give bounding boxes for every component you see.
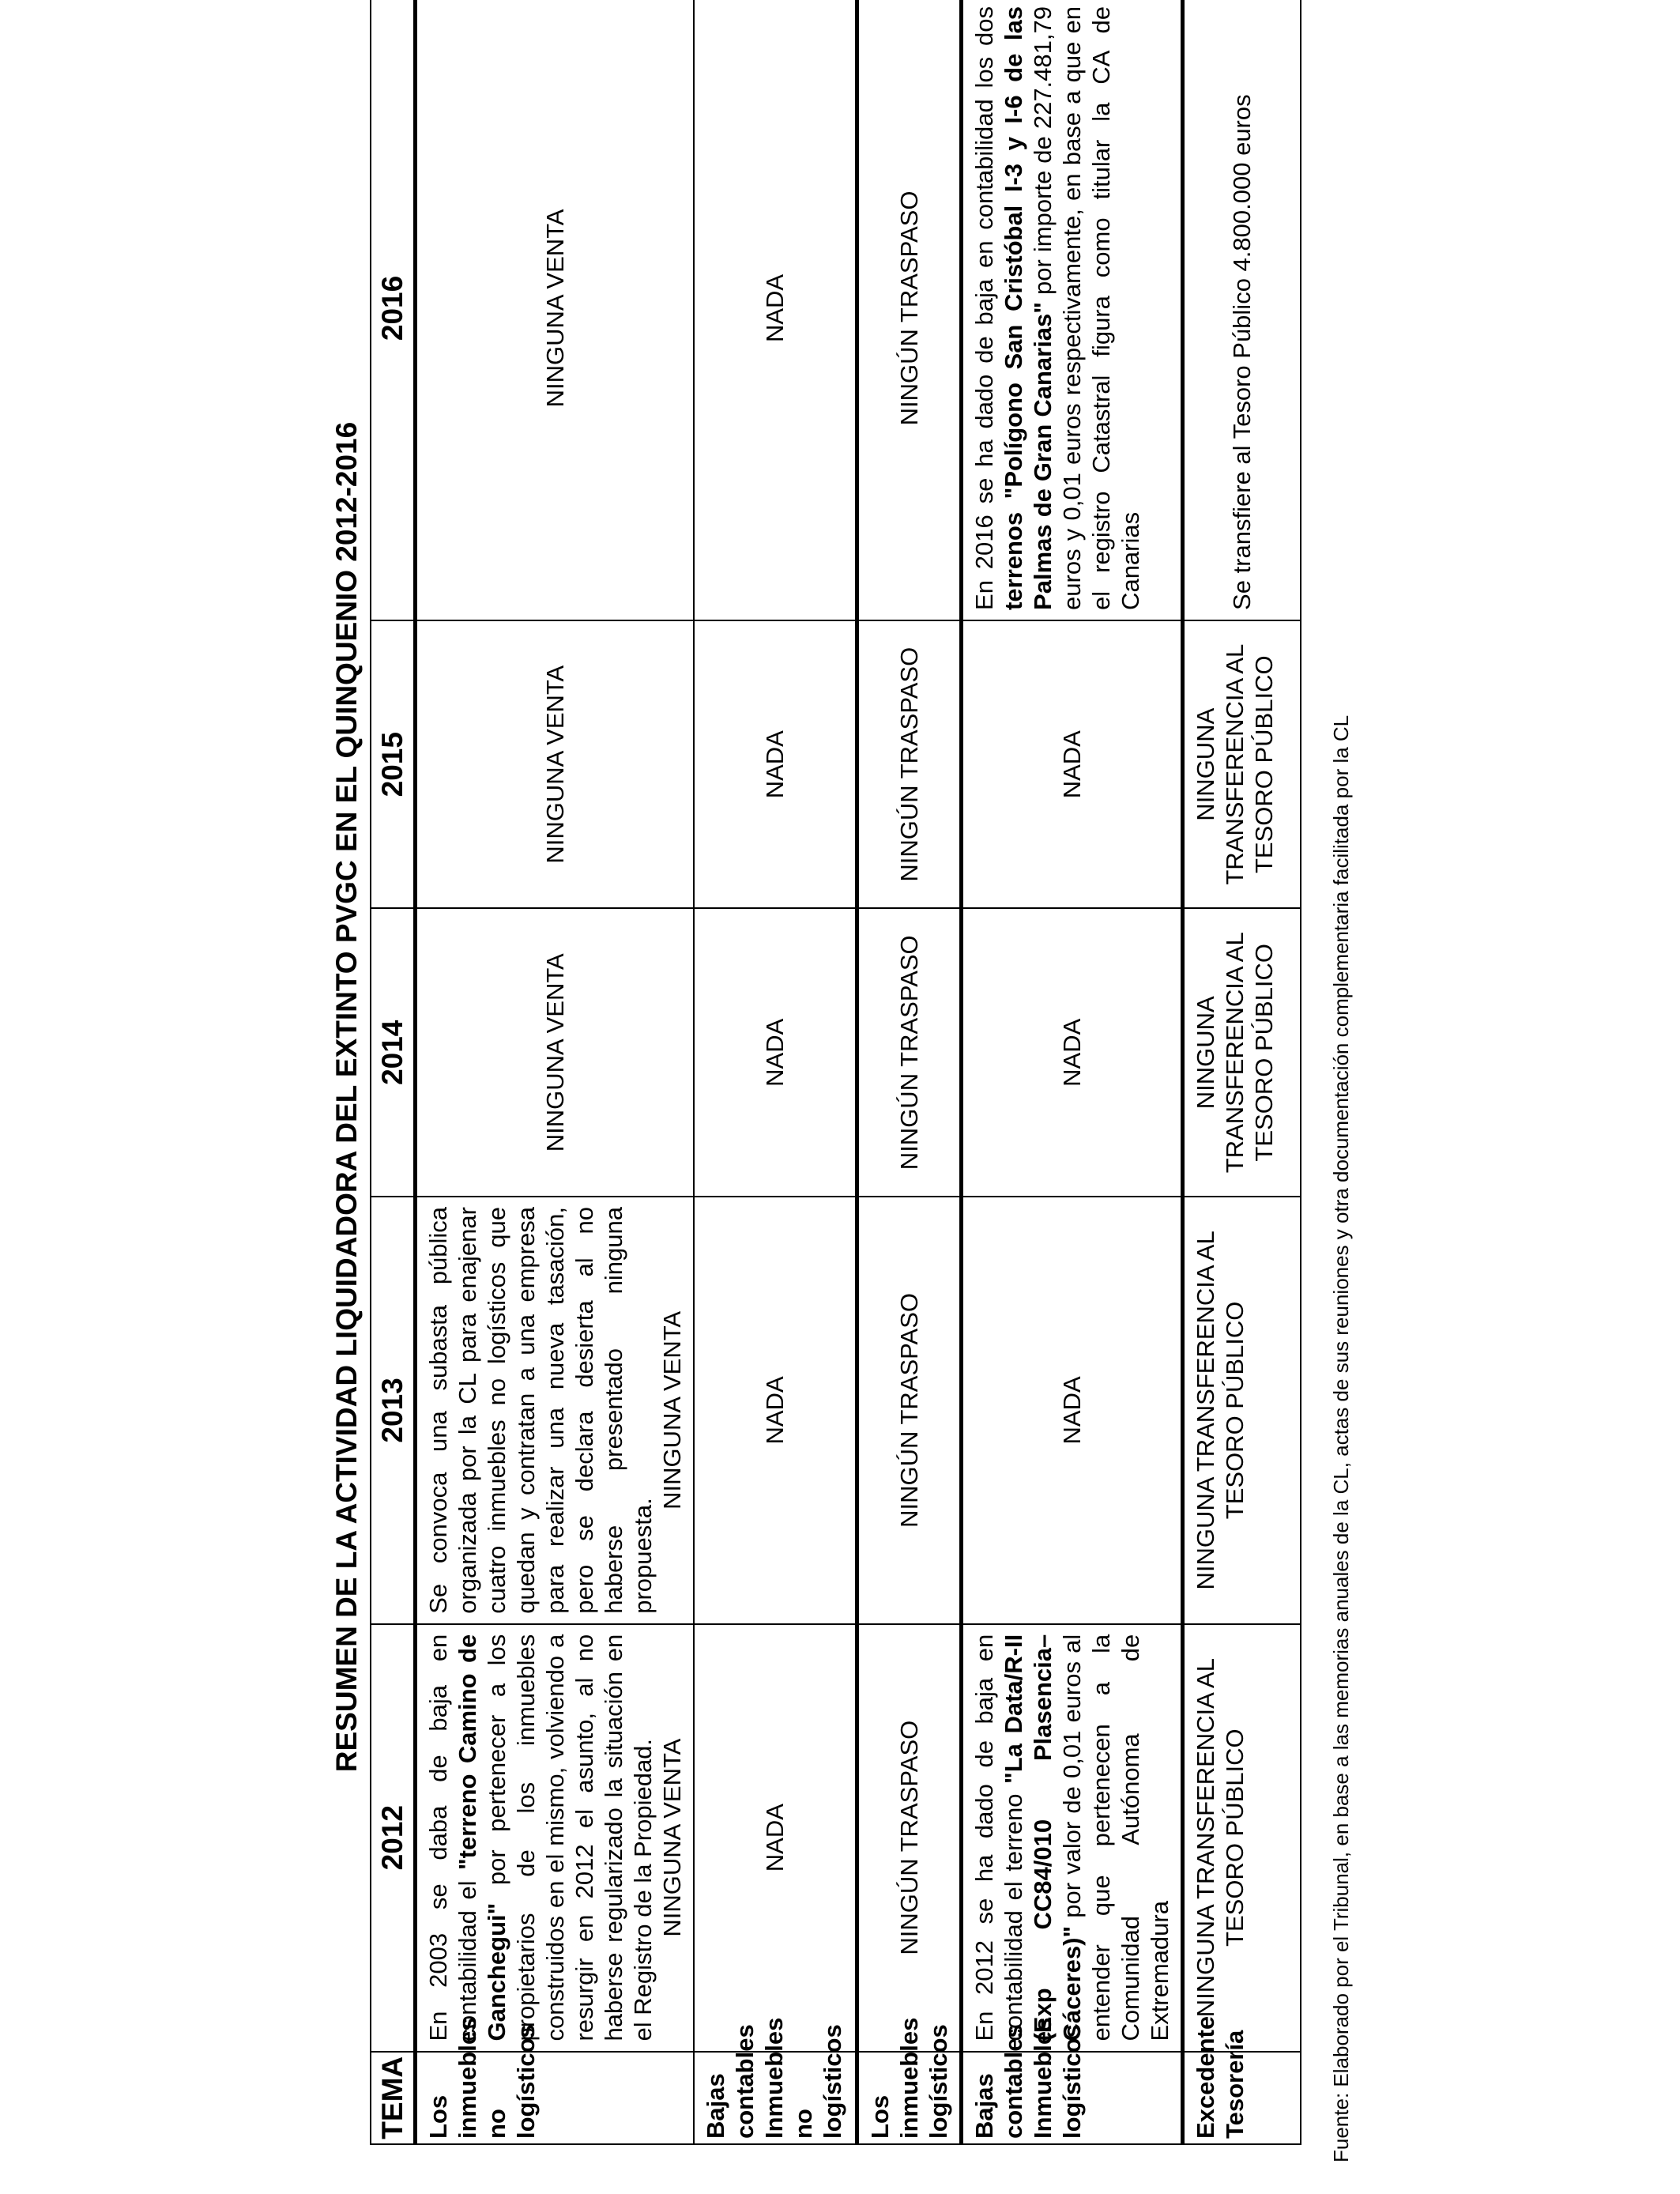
cell-2013: NINGUNA TRANSFERENCIA AL TESORO PÚBLICO xyxy=(1182,1197,1301,1624)
cell-2012 xyxy=(416,1624,695,2052)
cell-note: NINGUNA VENTA xyxy=(658,1310,686,1510)
cell-2013 xyxy=(416,1197,695,1624)
source-note: Fuente: Elaborado por el Tribunal, en base a las memorias anuales de la CL, actas de sus reuniones y otra documentación complementaria facilitada por la CL xyxy=(1329,714,1353,2162)
row-tema: Los inmuebles no logísticos xyxy=(416,2052,695,2144)
row-tema: Bajas contables Inmuebles no logísticos xyxy=(694,2052,857,2144)
cell-2013: NADA xyxy=(961,1197,1182,1624)
cell-2016: NINGUNA VENTA xyxy=(416,0,695,620)
table-row xyxy=(1182,0,1301,2144)
cell-2015: NADA xyxy=(694,620,857,909)
cell-2012 xyxy=(961,1624,1182,2052)
row-tema: Los inmuebles logísticos xyxy=(857,2052,961,2144)
cell-text-part: por valor de 0,01 euros al entender que pertenecen a la Comunidad Autónoma de Extremadura xyxy=(1057,1634,1173,2041)
table-row xyxy=(694,0,857,2144)
cell-2014: NINGÚN TRASPASO xyxy=(857,908,961,1197)
cell-2012: NINGÚN TRASPASO xyxy=(857,1624,961,2052)
cell-text: Se convoca una subasta pública organizada por la CL para enajenar cuatro inmuebles no logísticos que quedan y contratan a una empresa para realizar una nueva tasación, pero se declara desierta al no haberse presentado ninguna propuesta. xyxy=(424,1207,657,1614)
cell-text xyxy=(424,1634,657,2041)
summary-table xyxy=(370,0,1301,2145)
cell-2015: NINGUNA VENTA xyxy=(416,620,695,909)
cell-text-bold: "La Data/R-II (Exp CC84/010 Plasencia–Cáceres)" xyxy=(999,1634,1086,2041)
page-title: RESUMEN DE LA ACTIVIDAD LIQUIDADORA DEL EXTINTO PVGC EN EL QUINQUENIO 2012-2016 xyxy=(330,421,363,1773)
cell-text-part: por importe de 227.481,79 euros y 0,01 euros respectivamente, en base a que en el registro Catastral figura como titular la CA de Canarias xyxy=(1028,6,1144,610)
cell-2015: NADA xyxy=(961,620,1182,909)
header-2016: 2016 xyxy=(371,0,416,620)
table-row xyxy=(416,0,695,2144)
cell-text-bold: terrenos "Polígono San Cristóbal I-3 y I-6 de las Palmas de Gran Canarias" xyxy=(999,6,1057,610)
cell-2015: NINGUNA TRANSFERENCIA AL TESORO PÚBLICO xyxy=(1182,620,1301,909)
row-tema: Excedente Tesorería xyxy=(1182,2052,1301,2144)
cell-2014: NADA xyxy=(961,908,1182,1197)
cell-text-bold: "terreno Camino de Ganchegui" xyxy=(454,1634,510,2041)
cell-2012: NINGUNA TRANSFERENCIA AL TESORO PÚBLICO xyxy=(1182,1624,1301,2052)
cell-2016: NADA xyxy=(694,0,857,620)
cell-2013: NADA xyxy=(694,1197,857,1624)
cell-2016 xyxy=(961,0,1182,620)
cell-2015: NINGÚN TRASPASO xyxy=(857,620,961,909)
cell-2014: NADA xyxy=(694,908,857,1197)
cell-text-part: En 2012 se ha dado de baja en contabilidad el terreno xyxy=(970,1634,1027,2041)
cell-2016: Se transfiere al Tesoro Público 4.800.000 euros xyxy=(1182,0,1301,620)
cell-2014: NINGUNA TRANSFERENCIA AL TESORO PÚBLICO xyxy=(1182,908,1301,1197)
cell-2012: NADA xyxy=(694,1624,857,2052)
header-tema: TEMA xyxy=(371,2052,416,2144)
cell-text-part: En 2003 se daba de baja en contabilidad el xyxy=(424,1634,481,2041)
header-2014: 2014 xyxy=(371,908,416,1197)
header-2012: 2012 xyxy=(371,1624,416,2052)
cell-2013: NINGÚN TRASPASO xyxy=(857,1197,961,1624)
cell-2016: NINGÚN TRASPASO xyxy=(857,0,961,620)
cell-text-part: por pertenecer a los propietarios de los inmuebles construidos en el mismo, volviendo a resurgir en 2012 el asunto, al no haberse regularizado la situación en el Registro de la Propiedad. xyxy=(483,1634,657,2041)
table-row xyxy=(961,0,1182,2144)
header-2015: 2015 xyxy=(371,620,416,909)
table-row xyxy=(857,0,961,2144)
cell-text-part: En 2016 se ha dado de baja en contabilidad los dos xyxy=(970,6,998,610)
cell-note: NINGUNA VENTA xyxy=(658,1738,686,1937)
cell-2014: NINGUNA VENTA xyxy=(416,908,695,1197)
table-header-row xyxy=(371,0,416,2144)
header-2013: 2013 xyxy=(371,1197,416,1624)
row-tema: Bajas contables Inmuebles logísticos xyxy=(961,2052,1182,2144)
